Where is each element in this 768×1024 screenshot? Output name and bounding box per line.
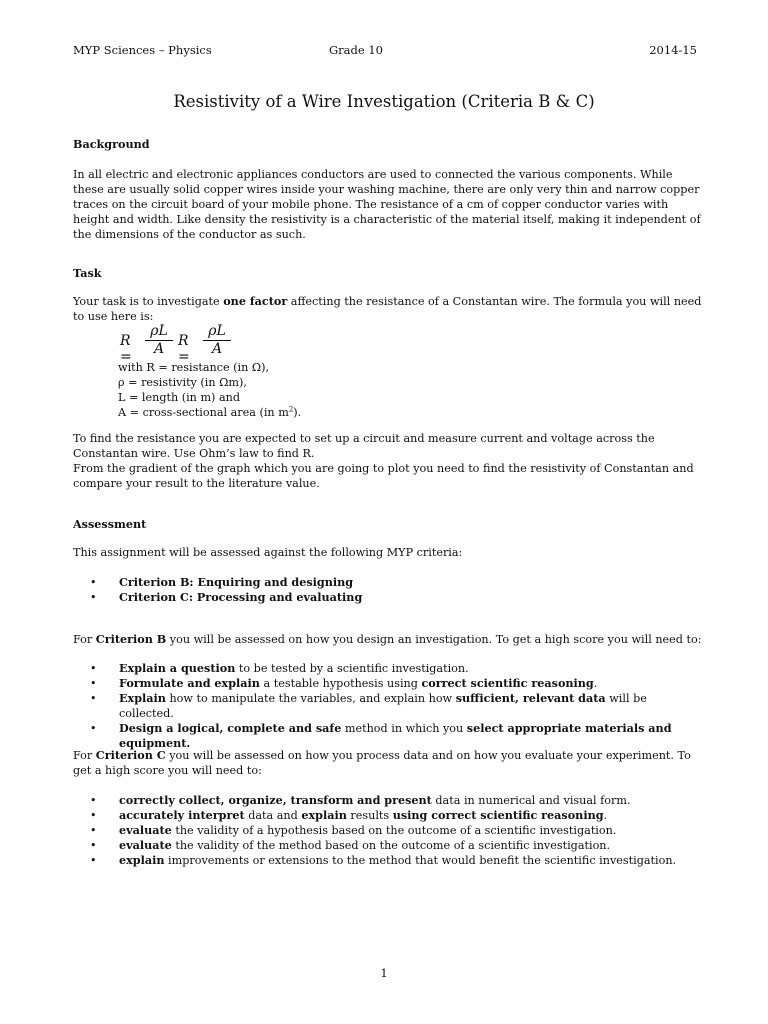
list-item	[73, 793, 703, 808]
list-item	[73, 808, 703, 823]
bullet-icon: •	[90, 591, 97, 604]
item-text-2: results	[346, 809, 393, 822]
variable-definitions	[118, 360, 518, 420]
bullet-icon: •	[90, 576, 97, 589]
cb-post: you will be assessed on how you design an investigation. To get a high score you will need to:	[166, 633, 702, 646]
task-section	[73, 266, 703, 281]
assessment-heading: Assessment	[73, 517, 147, 531]
cc-pre: For	[73, 749, 96, 762]
item-bold-3: using correct scientific reasoning	[392, 808, 604, 822]
formula-numerator-repeat: ρL	[203, 323, 231, 341]
bullet-icon: •	[90, 677, 97, 690]
bullet-icon: •	[90, 722, 97, 735]
item-bold: Explain a question	[119, 661, 236, 675]
item-text: method in which you	[341, 722, 467, 735]
bullet-icon: •	[90, 662, 97, 675]
item-text-2: .	[593, 677, 598, 690]
criterion-c-list	[73, 793, 703, 868]
list-item	[73, 676, 703, 691]
item-text-2: will be collected.	[119, 692, 647, 720]
formula-fraction-repeat	[203, 323, 231, 358]
assessment-intro	[73, 545, 703, 560]
item-bold: explain	[119, 853, 165, 867]
item-bold: Design a logical, complete and safe	[119, 721, 342, 735]
criterion-c-intro	[73, 748, 703, 778]
formula-fraction	[145, 323, 173, 358]
background-heading: Background	[73, 137, 150, 151]
list-item	[73, 661, 703, 676]
task-intro	[73, 294, 703, 324]
item-bold: evaluate	[119, 838, 172, 852]
item-bold-2: sufficient, relevant data	[455, 691, 606, 705]
bullet-icon: •	[90, 794, 97, 807]
page-number: 1	[380, 966, 388, 980]
resistivity-formula	[120, 323, 280, 365]
task-method	[73, 431, 703, 491]
item-bold: correctly collect, organize, transform and present	[119, 793, 432, 807]
cc-post: you will be assessed on how you process data and on how you evaluate your experiment. To get a high score you will need to:	[73, 749, 691, 777]
list-item	[73, 721, 703, 751]
cb-pre: For	[73, 633, 96, 646]
page-header	[73, 43, 697, 59]
task-gradient-text: From the gradient of the graph which you are going to plot you need to find the resistivity of Constantan and compare your result to the literature value.	[73, 462, 694, 490]
item-bold-2: correct scientific reasoning	[421, 676, 594, 690]
criteria-list	[73, 575, 703, 605]
def-area	[118, 405, 518, 420]
item-text: the validity of a hypothesis based on the outcome of a scientific investigation.	[171, 824, 617, 837]
def-area-pre: A = cross-sectional area (in m	[118, 406, 289, 419]
bullet-icon: •	[90, 839, 97, 852]
item-text: how to manipulate the variables, and explain how	[165, 692, 456, 705]
criterion-b-intro	[73, 632, 703, 647]
background-text: In all electric and electronic appliances conductors are used to connected the various components. While these are usually solid copper wires inside your washing machine, there are only very thin and narrow copper traces on the circuit board of your mobile phone. The resistance of a cm of copper conductor varies with height and width. Like density the resistivity is a characteristic of the material itself, making it independent of the dimensions of the conductor as such.	[73, 168, 701, 241]
list-item	[73, 590, 703, 605]
header-grade: Grade 10	[329, 43, 383, 57]
criterion-c-label: Criterion C: Processing and evaluating	[119, 590, 363, 604]
list-item	[73, 575, 703, 590]
def-area-post: ).	[293, 406, 302, 419]
item-bold-2: explain	[301, 808, 347, 822]
bullet-icon: •	[90, 692, 97, 705]
list-item	[73, 838, 703, 853]
assessment-intro-text: This assignment will be assessed against the following MYP criteria:	[73, 546, 463, 559]
formula-denominator: A	[153, 341, 165, 357]
task-ohms-law-text: To find the resistance you are expected to set up a circuit and measure current and voltage across the Constantan wire. Use Ohm’s law to find R.	[73, 432, 655, 460]
criterion-c-intro-text	[73, 748, 703, 778]
bullet-icon: •	[90, 809, 97, 822]
background-body	[73, 167, 703, 242]
item-text: to be tested by a scientific investigation.	[235, 662, 469, 675]
criterion-b-intro-text	[73, 632, 703, 647]
def-length: L = length (in m) and	[118, 391, 241, 404]
bullet-icon: •	[90, 854, 97, 867]
background-section	[73, 137, 703, 152]
formula-lhs: R =	[120, 333, 132, 365]
item-text-3: .	[603, 809, 608, 822]
item-text: improvements or extensions to the method that would benefit the scientific investigation.	[164, 854, 677, 867]
task-intro-bold: one factor	[223, 294, 288, 308]
list-item	[73, 691, 703, 721]
task-intro-text	[73, 294, 703, 324]
item-text: a testable hypothesis using	[259, 677, 422, 690]
item-bold: Formulate and explain	[119, 676, 260, 690]
list-item	[73, 853, 703, 868]
cc-bold: Criterion C	[95, 748, 166, 762]
def-area-sup: 2	[288, 405, 294, 414]
task-heading: Task	[73, 266, 102, 280]
task-intro-post: affecting the resistance of a Constantan wire. The formula you will need to use here is:	[73, 295, 702, 323]
item-bold-2: select appropriate materials and equipment.	[119, 721, 672, 750]
bullet-icon: •	[90, 824, 97, 837]
item-bold: Explain	[119, 691, 166, 705]
item-bold: accurately interpret	[119, 808, 245, 822]
criterion-b-list	[73, 661, 703, 751]
assessment-section	[73, 517, 703, 532]
item-bold: evaluate	[119, 823, 172, 837]
def-resistance: with R = resistance (in Ω),	[118, 361, 270, 374]
formula-denominator-repeat: A	[211, 341, 223, 357]
task-intro-pre: Your task is to investigate	[73, 295, 224, 308]
formula-lhs-repeat: R =	[178, 333, 190, 365]
formula-numerator: ρL	[145, 323, 173, 341]
def-resistivity: ρ = resistivity (in Ωm),	[118, 376, 247, 389]
item-text: the validity of the method based on the outcome of a scientific investigation.	[171, 839, 611, 852]
item-text: data in numerical and visual form.	[431, 794, 631, 807]
page-title: Resistivity of a Wire Investigation (Criteria B & C)	[173, 92, 595, 111]
header-course: MYP Sciences – Physics	[73, 43, 212, 57]
item-text: data and	[244, 809, 302, 822]
header-year: 2014-15	[649, 43, 697, 57]
list-item	[73, 823, 703, 838]
criterion-b-label: Criterion B: Enquiring and designing	[119, 575, 354, 589]
cb-bold: Criterion B	[95, 632, 167, 646]
